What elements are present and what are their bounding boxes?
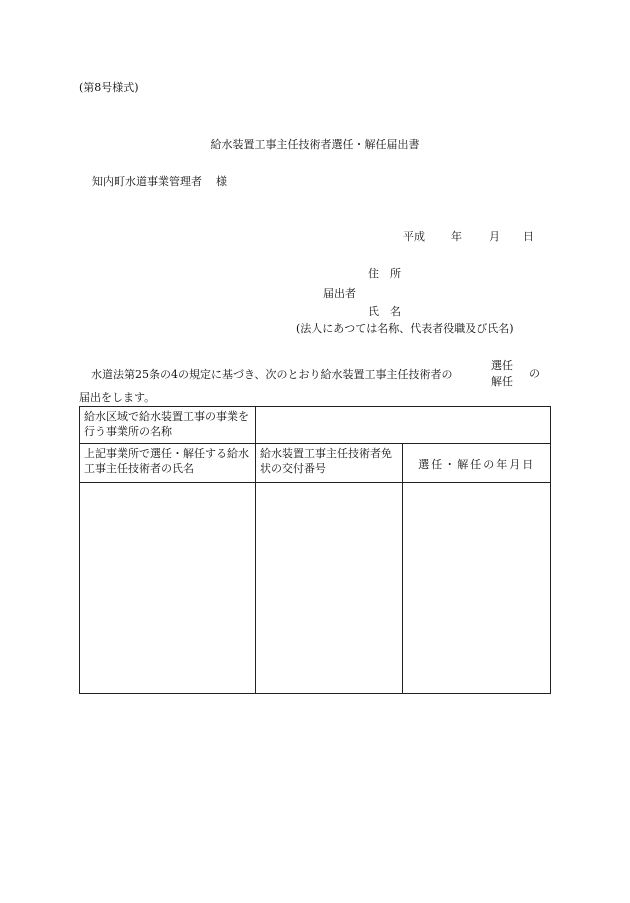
engineer-name-header: 上記事業所で選任・解任する給水工事主任技術者の氏名 (80, 444, 256, 483)
addressee-name: 知内町水道事業管理者 (92, 175, 202, 188)
table-row (80, 483, 551, 694)
notification-table (79, 406, 551, 694)
date-header: 選任・解任の年月日 (403, 444, 551, 483)
body-particle: の (529, 367, 540, 380)
choice-appoint: 選任 (491, 359, 513, 372)
license-number-field[interactable] (255, 483, 403, 694)
name-label: 氏 名 (368, 305, 401, 318)
choice-dismiss: 解任 (491, 375, 513, 388)
address-label: 住 所 (368, 267, 401, 280)
date-day-label: 日 (523, 230, 534, 243)
date-era: 平成 (403, 230, 425, 243)
addressee-honorific: 様 (216, 175, 227, 188)
corporation-note: (法人にあつては名称、代表者役職及び氏名) (296, 322, 514, 335)
body-text: 水道法第25条の4の規定に基づき、次のとおり給水装置工事主任技術者の (91, 368, 453, 381)
office-name-field[interactable] (255, 407, 550, 444)
date-month-label: 月 (489, 230, 500, 243)
table-header-row (80, 444, 551, 483)
license-number-header: 給水装置工事主任技術者免状の交付番号 (255, 444, 403, 483)
body-text-end: 届出をします。 (79, 391, 156, 404)
form-number: (第8号様式) (79, 81, 139, 94)
date-year-label: 年 (451, 230, 462, 243)
appointment-date-field[interactable] (403, 483, 551, 694)
notifier-label: 届出者 (323, 287, 356, 300)
addressee (92, 175, 227, 189)
office-name-label: 給水区域で給水装置工事の事業を行う事業所の名称 (80, 407, 256, 444)
engineer-name-field[interactable] (80, 483, 256, 694)
table-row-office (80, 407, 551, 444)
date-line (403, 230, 534, 244)
document-title: 給水装置工事主任技術者選任・解任届出書 (210, 138, 420, 151)
